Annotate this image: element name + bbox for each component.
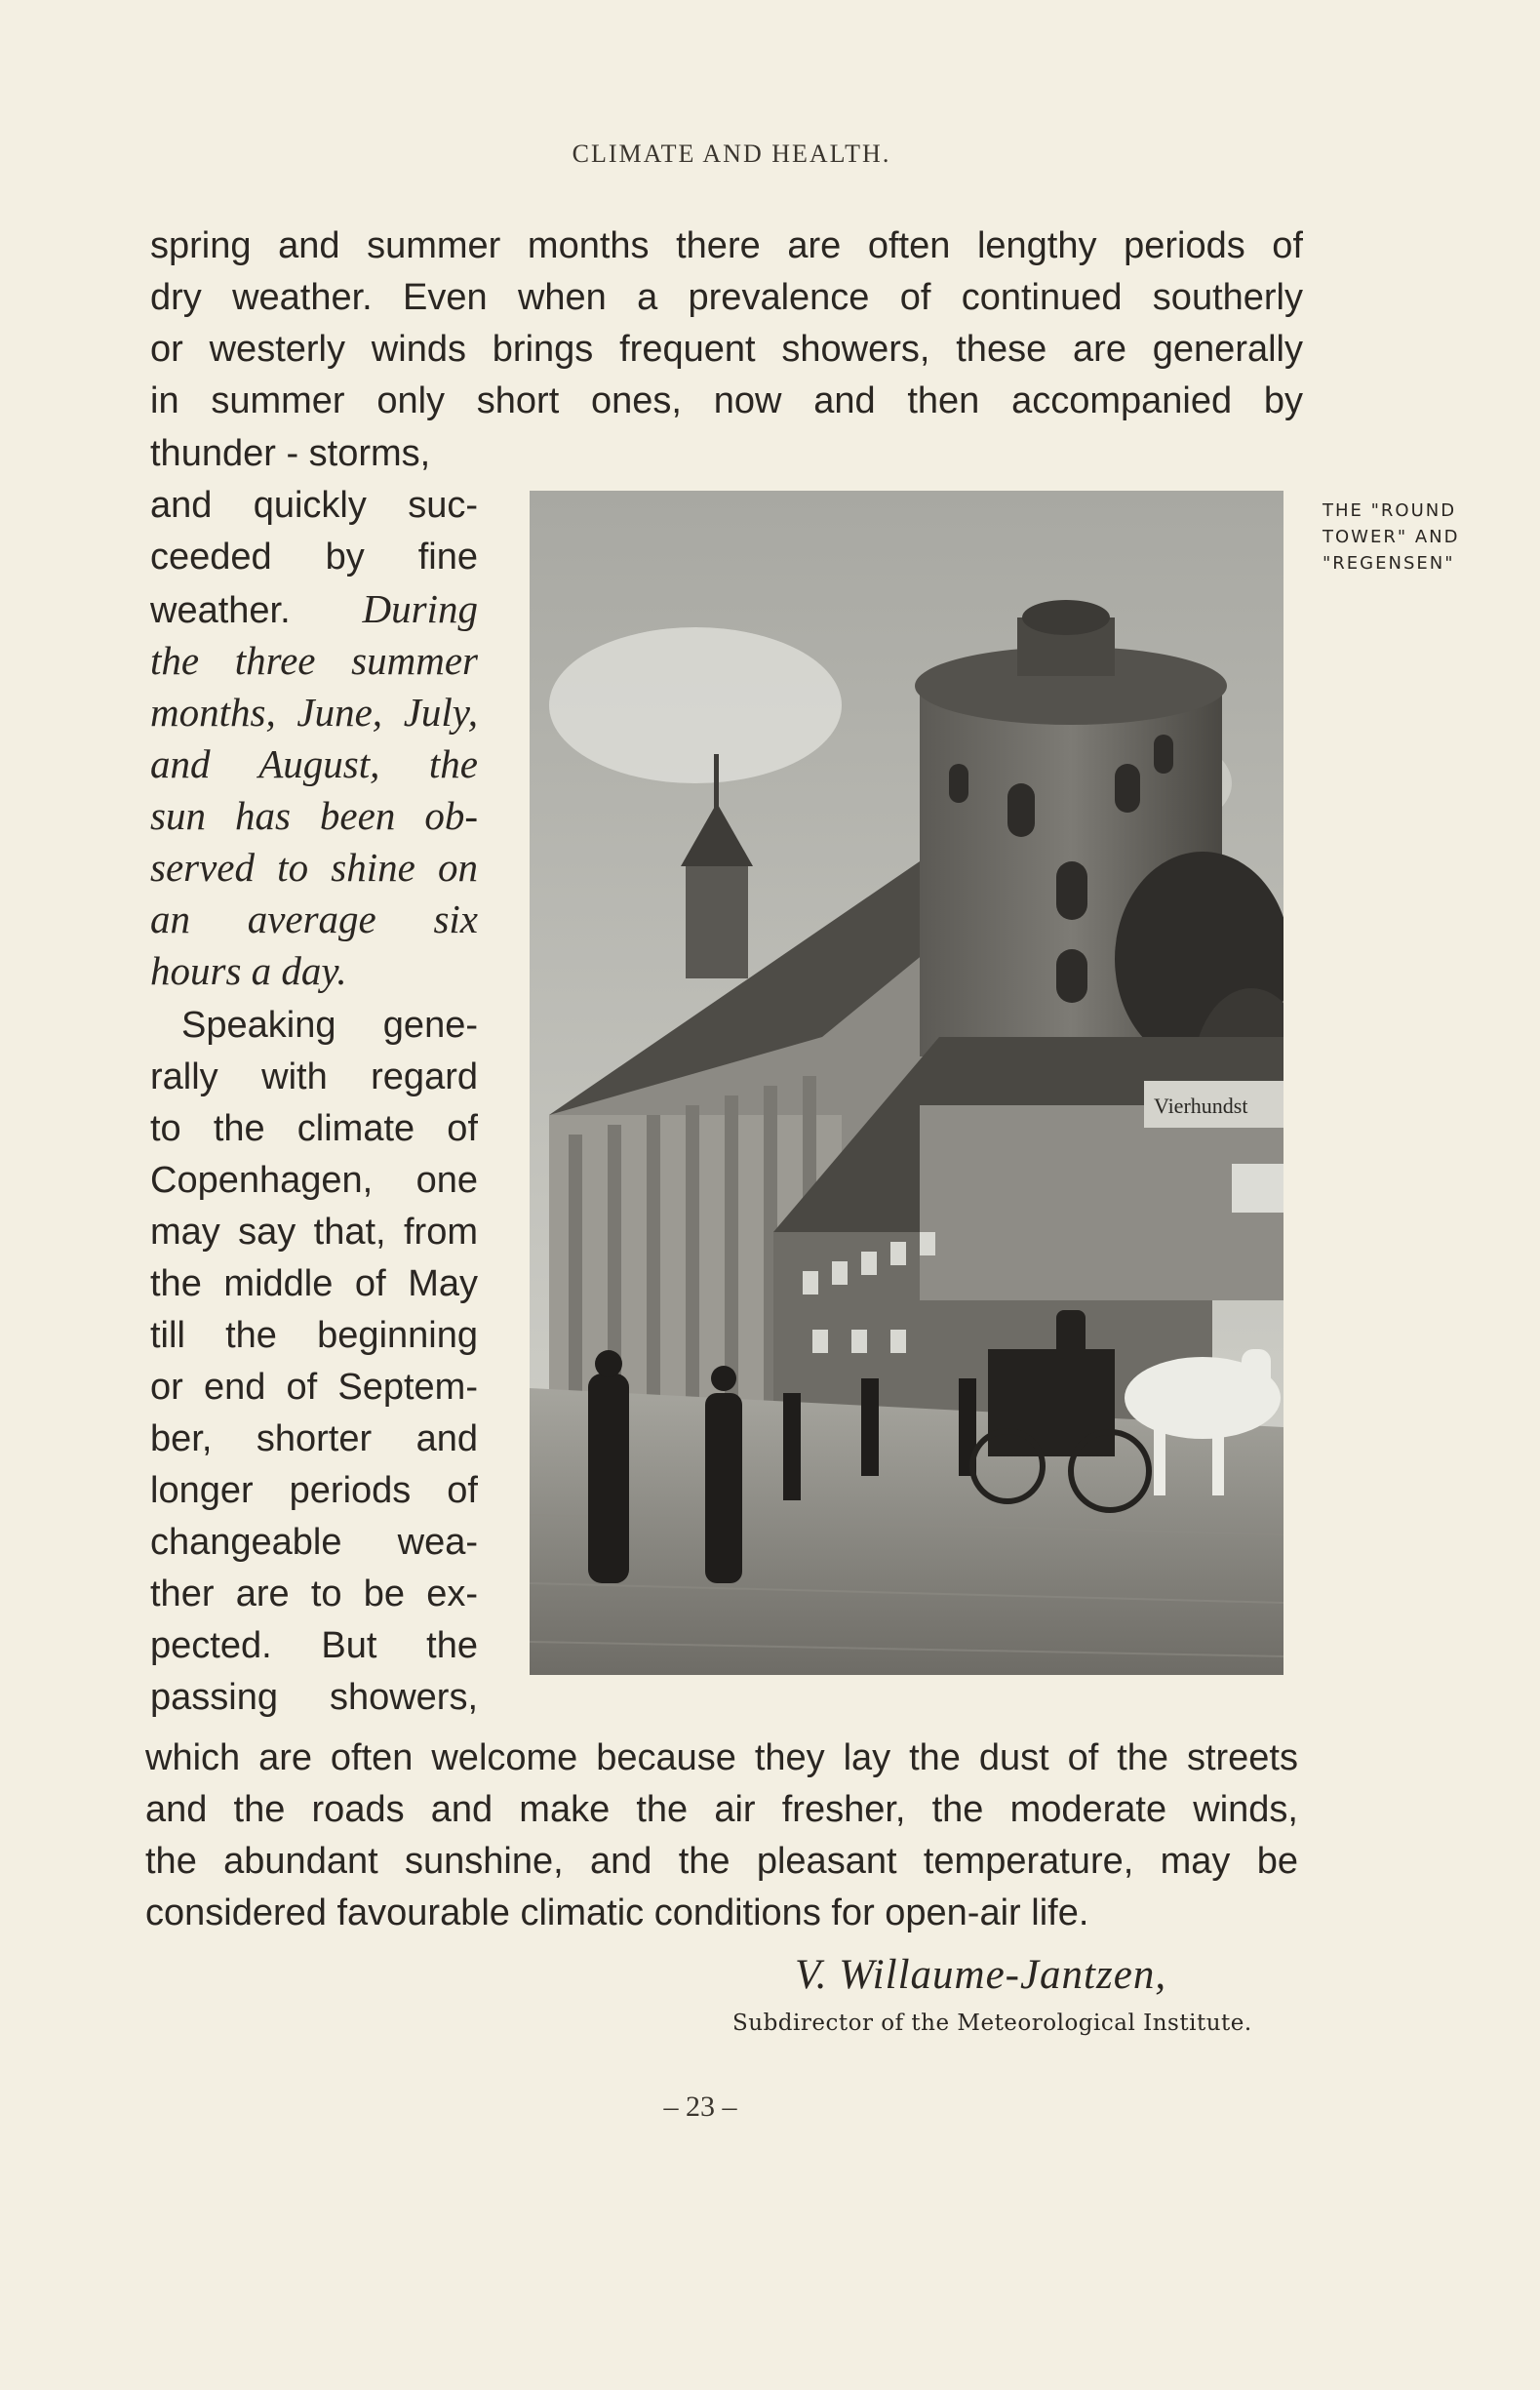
text-roman: weather. (150, 590, 363, 631)
text-line: considered favourable climatic conditions for open-air life. (145, 1892, 1089, 1933)
text-line: the middle of May (150, 1263, 478, 1304)
text-line: and quickly suc- (150, 485, 478, 526)
caption-line: THE "ROUND (1323, 500, 1457, 521)
text-line: till the beginning (150, 1315, 478, 1356)
round-tower-photo (530, 491, 1283, 1675)
text-line: ber, shorter and (150, 1418, 478, 1459)
text-line: thunder - storms, (150, 433, 431, 474)
text-line: Speaking gene- (181, 1005, 478, 1046)
caption-line: TOWER" AND (1323, 527, 1460, 547)
text-line: spring and summer months there are often lengthy periods of (150, 225, 1303, 266)
author-signature: V. Willaume-Jantzen, (795, 1952, 1167, 1998)
italic-line: an average six (150, 896, 478, 941)
text-line: dry weather. Even when a prevalence of continued southerly (150, 277, 1303, 318)
italic-line: and August, the (150, 741, 478, 786)
figure-caption (1323, 498, 1498, 577)
italic-line: months, June, July, (150, 690, 478, 735)
shop-sign-text: Vierhundst (1154, 1094, 1248, 1118)
text-line: or end of Septem- (150, 1367, 478, 1408)
text-line: in summer only short ones, now and then accompanied by (150, 380, 1303, 421)
text-line: longer periods of (150, 1470, 478, 1511)
italic-line: sun has been ob- (150, 793, 478, 838)
text-line-mixed (150, 583, 478, 635)
text-line: to the climate of (150, 1108, 478, 1149)
text-line: Copenhagen, one (150, 1160, 478, 1201)
text-line: passing showers, (150, 1677, 478, 1718)
text-line: changeable wea- (150, 1522, 478, 1563)
text-line: pected. But the (150, 1625, 478, 1666)
text-line: or westerly winds brings frequent showers, these are generally (150, 329, 1303, 370)
running-head: CLIMATE AND HEALTH. (572, 139, 891, 168)
text-italic: During (362, 586, 478, 631)
text-line: ther are to be ex- (150, 1573, 478, 1614)
text-line: and the roads and make the air fresher, the moderate winds, (145, 1789, 1298, 1830)
text-line: the abundant sunshine, and the pleasant temperature, may be (145, 1841, 1298, 1882)
round-tower-illustration (530, 491, 1283, 1675)
italic-line: the three summer (150, 638, 478, 683)
text-line: rally with regard (150, 1056, 478, 1097)
text-line: ceeded by fine (150, 537, 478, 578)
text-line: which are often welcome because they lay the dust of the streets (145, 1737, 1298, 1778)
caption-line: "REGENSEN" (1323, 553, 1455, 574)
italic-line: served to shine on (150, 845, 478, 890)
author-title: Subdirector of the Meteorological Institute. (732, 2011, 1252, 2036)
text-line: may say that, from (150, 1212, 478, 1253)
italic-line: hours a day. (150, 948, 347, 993)
page-number: – 23 – (663, 2091, 737, 2123)
